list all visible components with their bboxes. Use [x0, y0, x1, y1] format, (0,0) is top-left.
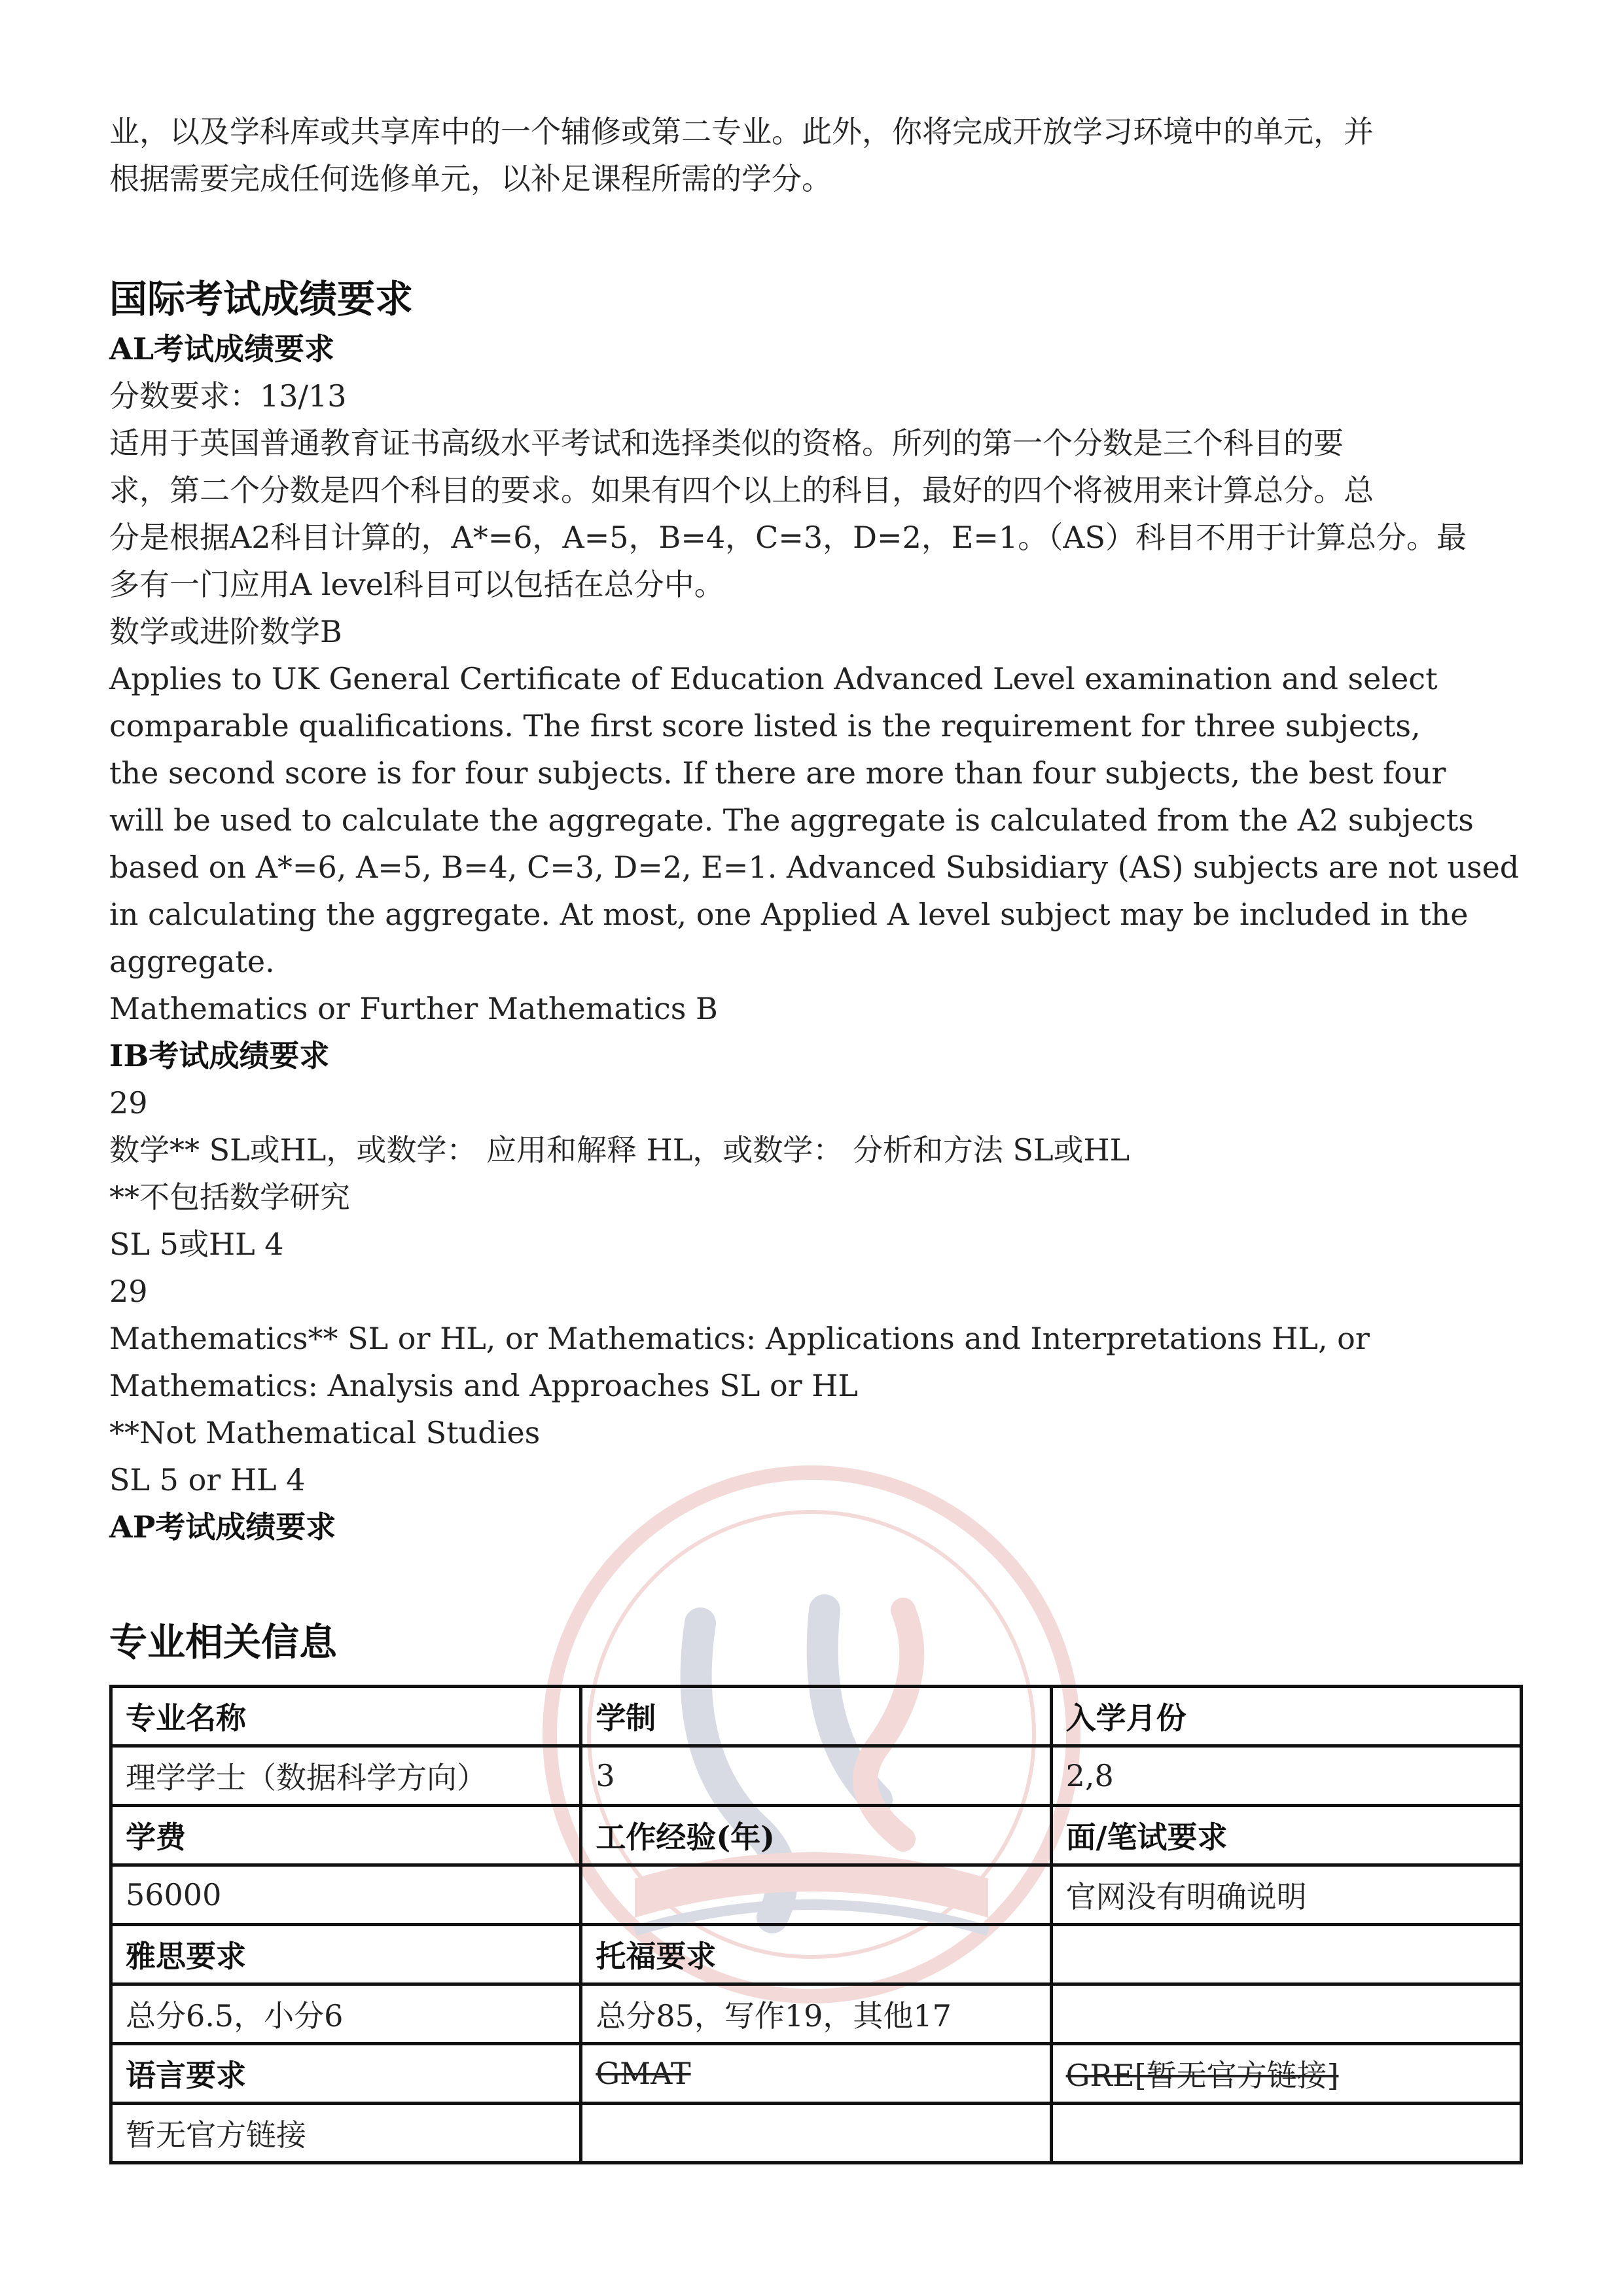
table-row	[111, 2104, 1522, 2163]
table-header-cell: 工作经验(年)	[581, 1806, 1051, 1865]
table-cell: 3	[581, 1746, 1051, 1806]
al-heading: AL考试成绩要求	[109, 331, 335, 367]
al-cn-line: 求，第二个分数是四个科目的要求。如果有四个以上的科目，最好的四个将被用来计算总分。总	[109, 473, 1374, 508]
al-en-prereq: Mathematics or Further Mathematics B	[109, 991, 718, 1026]
major-info-table	[109, 1685, 1523, 2164]
table-cell: 官网没有明确说明	[1051, 1865, 1521, 1925]
ib-line: **Not Mathematical Studies	[109, 1415, 541, 1450]
table-cell-gmat: GMAT	[581, 2044, 1051, 2104]
table-row	[111, 1865, 1522, 1925]
ib-line: **不包括数学研究	[109, 1179, 350, 1215]
table-row	[111, 1687, 1522, 1746]
al-en-line: will be used to calculate the aggregate. The aggregate is calculated from the A2 subjects	[109, 802, 1474, 838]
table-header-cell: 雅思要求	[111, 1925, 581, 1984]
table-header-cell: 学费	[111, 1806, 581, 1865]
table-header-cell: 专业名称	[111, 1687, 581, 1746]
ib-line: 数学** SL或HL，或数学： 应用和解释 HL，或数学： 分析和方法 SL或HL	[109, 1132, 1130, 1168]
table-row	[111, 1746, 1522, 1806]
document-body	[109, 108, 1523, 1668]
table-cell: 总分6.5，小分6	[111, 1984, 581, 2044]
table-cell	[581, 2104, 1051, 2163]
table-header-cell	[1051, 1925, 1521, 1984]
table-cell: 理学学士（数据科学方向）	[111, 1746, 581, 1806]
al-score: 分数要求：13/13	[109, 378, 347, 414]
al-en-line: the second score is for four subjects. If there are more than four subjects, the best four	[109, 755, 1446, 791]
table-row	[111, 1925, 1522, 1984]
table-cell: 暂无官方链接	[111, 2104, 581, 2163]
table-cell	[581, 1865, 1051, 1925]
table-header-cell: 托福要求	[581, 1925, 1051, 1984]
table-row	[111, 1806, 1522, 1865]
table-header-cell: 学制	[581, 1687, 1051, 1746]
table-row	[111, 1984, 1522, 2044]
exam-section-title: 国际考试成绩要求	[109, 277, 414, 321]
ib-line: SL 5 or HL 4	[109, 1462, 306, 1498]
ib-line: Mathematics: Analysis and Approaches SL or HL	[109, 1368, 858, 1403]
al-cn-line: 多有一门应用A level科目可以包括在总分中。	[109, 567, 724, 602]
al-cn-line: 适用于英国普通教育证书高级水平考试和选择类似的资格。所列的第一个分数是三个科目的要	[109, 425, 1344, 461]
al-cn-prereq: 数学或进阶数学B	[109, 614, 342, 649]
intro-line-2: 根据需要完成任何选修单元，以补足课程所需的学分。	[109, 161, 832, 196]
al-en-line: based on A*=6, A=5, B=4, C=3, D=2, E=1. Advanced Subsidiary (AS) subjects are not used	[109, 850, 1520, 885]
table-row	[111, 2044, 1522, 2104]
table-cell	[1051, 2104, 1521, 2163]
al-en-line: aggregate.	[109, 944, 275, 979]
ib-line: 29	[109, 1274, 148, 1309]
ib-line: Mathematics** SL or HL, or Mathematics: Applications and Interpretations HL, or	[109, 1321, 1370, 1356]
ib-line: SL 5或HL 4	[109, 1227, 284, 1262]
table-header-cell: 入学月份	[1051, 1687, 1521, 1746]
al-cn-line: 分是根据A2科目计算的，A*=6，A=5，B=4，C=3，D=2，E=1。（AS）科目不用于计算总分。最	[109, 520, 1467, 555]
al-en-line: Applies to UK General Certificate of Education Advanced Level examination and select	[109, 661, 1438, 696]
intro-line-1: 业，以及学科库或共享库中的一个辅修或第二专业。此外，你将完成开放学习环境中的单元，并	[109, 114, 1374, 149]
table-cell	[1051, 1984, 1521, 2044]
table-header-cell: 面/笔试要求	[1051, 1806, 1521, 1865]
al-en-line: comparable qualifications. The first score listed is the requirement for three subjects,	[109, 708, 1421, 744]
table-cell: 56000	[111, 1865, 581, 1925]
table-cell: 2,8	[1051, 1746, 1521, 1806]
ap-heading: AP考试成绩要求	[109, 1509, 336, 1545]
table-cell: 总分85，写作19，其他17	[581, 1984, 1051, 2044]
ib-line: 29	[109, 1085, 148, 1121]
al-en-line: in calculating the aggregate. At most, one Applied A level subject may be included in the	[109, 897, 1469, 932]
table-cell-gre: GRE[暂无官方链接]	[1051, 2044, 1521, 2104]
ib-heading: IB考试成绩要求	[109, 1038, 330, 1073]
table-header-cell: 语言要求	[111, 2044, 581, 2104]
major-section-title: 专业相关信息	[109, 1620, 338, 1664]
